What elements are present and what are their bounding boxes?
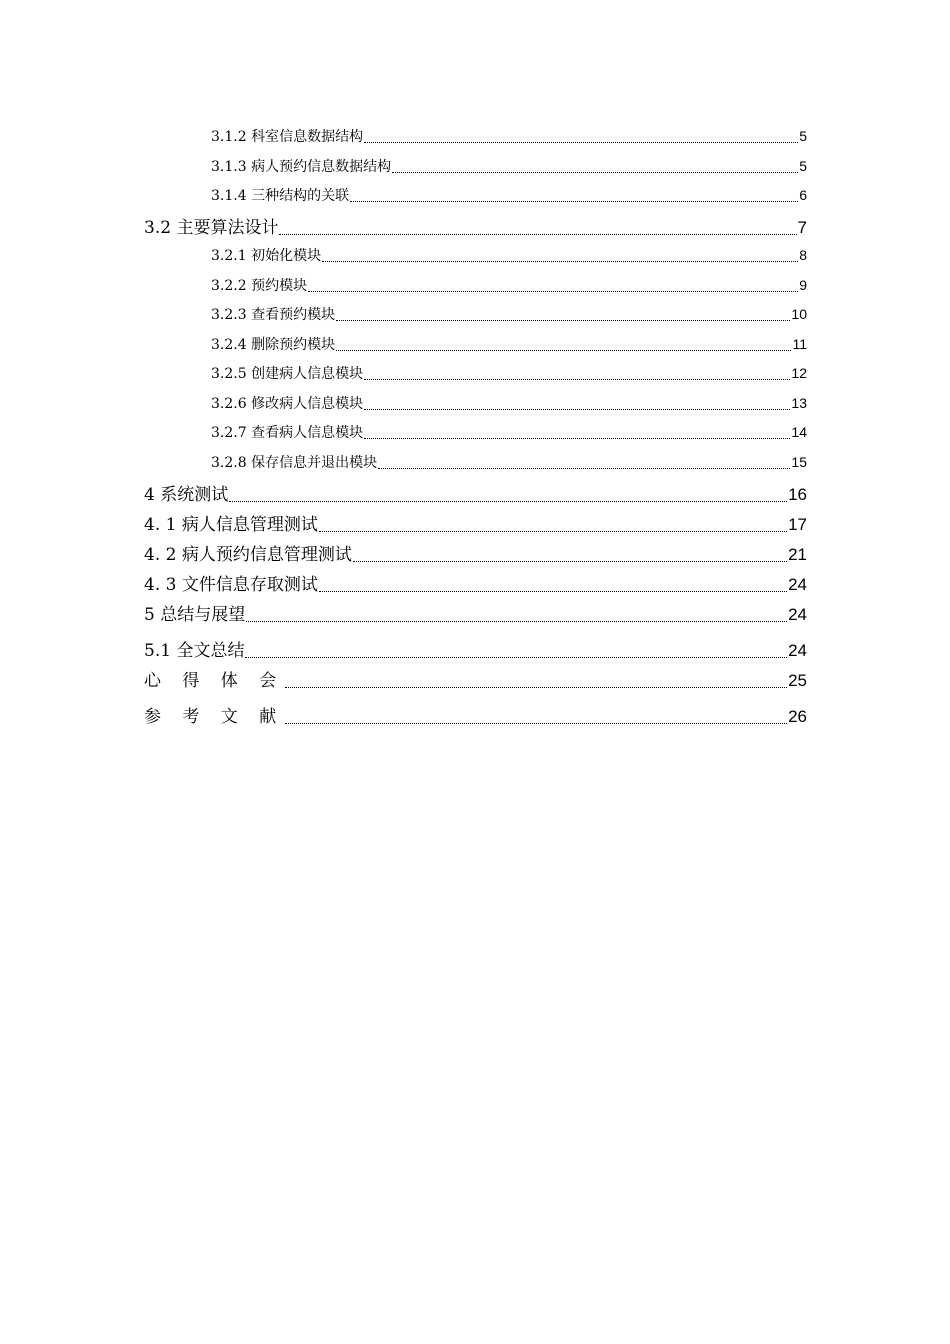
toc-entry-page: 24 xyxy=(788,605,807,624)
dot-leader xyxy=(285,723,787,724)
toc-entry-title: 3.2 主要算法设计 xyxy=(144,218,279,238)
dot-leader xyxy=(279,234,796,235)
dot-leader xyxy=(392,172,798,173)
toc-entry-5-1[interactable] xyxy=(144,636,807,661)
toc-entry-3-1-4[interactable] xyxy=(211,185,807,205)
toc-entry-title: 3.2.7 查看病人信息模块 xyxy=(211,425,364,441)
toc-entry-page: 15 xyxy=(791,454,807,470)
toc-entry-5[interactable] xyxy=(144,600,807,625)
toc-entry-4[interactable] xyxy=(144,480,807,505)
toc-entry-title: 4. 1 病人信息管理测试 xyxy=(144,515,318,535)
toc-entry-title: 4. 2 病人预约信息管理测试 xyxy=(144,545,352,565)
dot-leader xyxy=(364,379,790,380)
dot-leader xyxy=(378,468,790,469)
toc-entry-page: 16 xyxy=(788,485,807,504)
toc-entry-3-2-6[interactable] xyxy=(211,393,807,413)
toc-entry-title: 3.1.4 三种结构的关联 xyxy=(211,188,350,204)
toc-entry-page: 10 xyxy=(791,306,807,322)
toc-entry-title: 3.1.3 病人预约信息数据结构 xyxy=(211,159,392,175)
dot-leader xyxy=(322,261,798,262)
toc-entry-3-1-2[interactable] xyxy=(211,126,807,146)
dot-leader xyxy=(350,201,798,202)
toc-entry-page: 25 xyxy=(788,671,807,690)
dot-leader xyxy=(308,291,798,292)
toc-entry-3-2-7[interactable] xyxy=(211,422,807,442)
toc-entry-4-1[interactable] xyxy=(144,510,807,535)
dot-leader xyxy=(245,657,787,658)
toc-entry-3-2[interactable] xyxy=(144,213,807,238)
toc-entry-title: 4 系统测试 xyxy=(144,485,229,505)
toc-entry-title: 5.1 全文总结 xyxy=(144,641,245,661)
toc-entry-4-3[interactable] xyxy=(144,570,807,595)
dot-leader xyxy=(246,621,787,622)
dot-leader xyxy=(319,531,787,532)
toc-entry-page: 6 xyxy=(799,187,807,203)
dot-leader xyxy=(364,142,798,143)
toc-entry-3-2-8[interactable] xyxy=(211,452,807,472)
toc-entry-page: 24 xyxy=(788,575,807,594)
dot-leader xyxy=(336,320,790,321)
toc-entry-title: 3.2.2 预约模块 xyxy=(211,278,308,294)
toc-entry-page: 14 xyxy=(791,424,807,440)
toc-entry-title: 3.2.1 初始化模块 xyxy=(211,248,322,264)
toc-entry-page: 12 xyxy=(791,365,807,381)
toc-entry-3-2-5[interactable] xyxy=(211,363,807,383)
toc-entry-page: 5 xyxy=(799,158,807,174)
toc-entry-title: 4. 3 文件信息存取测试 xyxy=(144,575,318,595)
toc-entry-title: 5 总结与展望 xyxy=(144,605,246,625)
toc-entry-3-2-3[interactable] xyxy=(211,304,807,324)
toc-entry-3-2-4[interactable] xyxy=(211,334,807,354)
toc-entry-title: 3.2.8 保存信息并退出模块 xyxy=(211,455,378,471)
toc-entry-page: 5 xyxy=(799,128,807,144)
dot-leader xyxy=(364,438,790,439)
toc-entry-title: 3.2.4 删除预约模块 xyxy=(211,337,336,353)
toc-entry-title: 参 考 文 献 xyxy=(144,707,285,727)
toc-entry-page: 24 xyxy=(788,641,807,660)
dot-leader xyxy=(353,561,787,562)
toc-entry-references[interactable] xyxy=(144,702,807,727)
toc-entry-3-2-1[interactable] xyxy=(211,245,807,265)
toc-entry-3-1-3[interactable] xyxy=(211,156,807,176)
toc-entry-title: 3.2.3 查看预约模块 xyxy=(211,307,336,323)
toc-entry-title: 3.1.2 科室信息数据结构 xyxy=(211,129,364,145)
dot-leader xyxy=(285,687,787,688)
toc-entry-page: 21 xyxy=(788,545,807,564)
toc-entry-title: 3.2.6 修改病人信息模块 xyxy=(211,396,364,412)
toc-entry-page: 7 xyxy=(797,218,807,237)
toc-entry-title: 3.2.5 创建病人信息模块 xyxy=(211,366,364,382)
dot-leader xyxy=(319,591,787,592)
dot-leader xyxy=(229,501,787,502)
toc-entry-3-2-2[interactable] xyxy=(211,275,807,295)
dot-leader xyxy=(336,350,791,351)
toc-entry-page: 26 xyxy=(788,707,807,726)
dot-leader xyxy=(364,409,790,410)
toc-entry-page: 11 xyxy=(792,336,807,352)
toc-entry-page: 17 xyxy=(788,515,807,534)
toc-entry-title: 心 得 体 会 xyxy=(144,671,285,691)
toc-entry-page: 8 xyxy=(799,247,807,263)
toc-entry-page: 13 xyxy=(791,395,807,411)
toc-entry-page: 9 xyxy=(799,277,807,293)
toc-entry-4-2[interactable] xyxy=(144,540,807,565)
toc-entry-afterword[interactable] xyxy=(144,666,807,691)
